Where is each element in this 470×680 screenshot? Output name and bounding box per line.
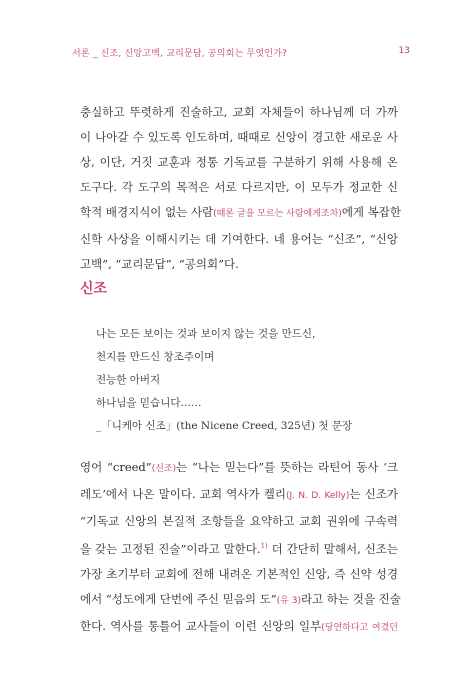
text-run: 에게 복잡한 xyxy=(341,205,402,219)
text-run: 을 갖는 고정된 진술”이라고 말한다. xyxy=(80,541,261,556)
text-line: “기독교 신앙의 본질적 조항들을 요약하고 교회 권위에 구속력 xyxy=(80,514,398,528)
text-run: 영어 “creed” xyxy=(80,460,152,474)
text-line: 상, 이단, 거짓 교훈과 정통 기독교를 구분하기 위해 사용해 온 xyxy=(80,155,398,169)
text-line xyxy=(80,482,398,509)
quote-line: 나는 모든 보이는 것과 보이지 않는 것을 만드신, xyxy=(96,328,316,340)
footnote-marker: 1) xyxy=(260,542,268,550)
page-number: 13 xyxy=(398,46,410,56)
section-heading: 신조 xyxy=(80,281,108,297)
inline-note: (당연하다고 여겼던 xyxy=(321,622,398,633)
text-run: 레도’에서 나온 말이다. 교회 역사가 켈리 xyxy=(80,487,286,501)
quote-line: 천지를 만드신 창조주이며 xyxy=(96,351,215,363)
text-run: 학적 배경지식이 없는 사람 xyxy=(80,205,214,219)
inline-note: (유 3) xyxy=(276,595,301,606)
inline-note: (J. N. D. Kelly) xyxy=(285,491,350,501)
text-run: 는 “나는 믿는다”를 뜻하는 라틴어 동사 ‘크 xyxy=(176,460,399,474)
text-line: 충실하고 뚜렷하게 진술하고, 교회 자체들이 하나님께 더 가까 xyxy=(80,105,398,119)
quote-line: 하나님을 믿습니다…… xyxy=(96,397,202,409)
paragraph-intro xyxy=(80,100,402,277)
text-line: 신학 사상을 이해시키는 데 기여한다. 네 용어는 “신조”, “신앙 xyxy=(80,232,398,246)
quote-line: 전능한 아버지 xyxy=(96,374,161,386)
text-line xyxy=(80,587,401,614)
text-run: 는 신조가 xyxy=(349,487,398,501)
text-line xyxy=(80,455,398,482)
text-run: 한다. 역사를 통틀어 교사들이 이런 신앙의 일부 xyxy=(80,618,322,633)
text-line xyxy=(80,534,398,562)
text-line: 도구다. 각 도구의 목적은 서로 다르지만, 이 모두가 정교한 신 xyxy=(80,180,398,194)
paragraph-creed xyxy=(80,455,401,641)
text-line xyxy=(80,200,402,227)
running-head: 서론 _ 신조, 신앙고백, 교리문답, 공의회는 무엇인가? xyxy=(72,49,288,59)
text-run: 더 간단히 말해서, 신조는 xyxy=(267,541,398,556)
text-line xyxy=(80,614,398,641)
creed-quote xyxy=(96,323,396,438)
text-line: 고백”, “교리문답”, “공의회”다. xyxy=(80,257,239,271)
quote-source: _「니케아 신조」(the Nicene Creed, 325년) 첫 문장 xyxy=(96,420,353,432)
inline-note: (때론 글을 모르는 사람에게조차) xyxy=(213,209,342,219)
text-run: 에서 “성도에게 단번에 주신 믿음의 도” xyxy=(80,591,277,606)
inline-note: (신조) xyxy=(151,464,177,474)
text-line: 이 나아갈 수 있도록 인도하며, 때때로 신앙이 경고한 새로운 사 xyxy=(80,130,398,144)
text-line: 가장 초기부터 교회에 전해 내려온 기본적인 신앙, 즉 신약 성경 xyxy=(80,566,398,581)
text-run: 라고 하는 것을 진술 xyxy=(300,591,401,606)
